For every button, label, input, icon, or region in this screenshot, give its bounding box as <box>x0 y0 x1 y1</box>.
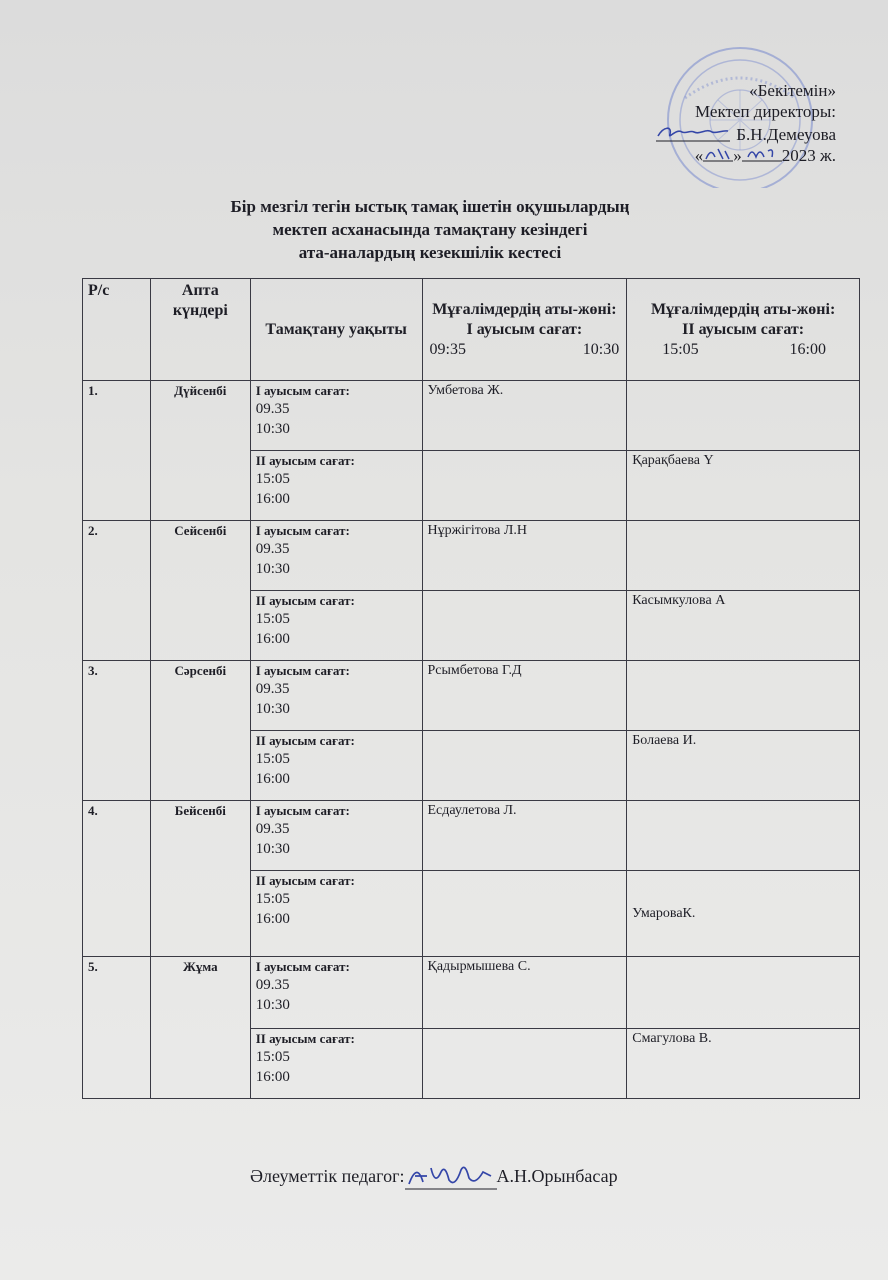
shift2-end: 16:00 <box>255 771 290 787</box>
shift2-time-cell <box>250 591 422 661</box>
shift1-end: 10:30 <box>255 997 290 1013</box>
shift1-empty-cell <box>627 381 860 451</box>
shift1-end: 10:30 <box>255 561 290 577</box>
row-num: 1. <box>83 381 151 521</box>
header-shift1-times <box>428 340 622 360</box>
shift1-time-cell <box>250 661 422 731</box>
header-days: Апта күндері <box>150 279 250 381</box>
shift2-end: 16:00 <box>255 911 290 927</box>
shift2-empty-cell <box>422 451 627 521</box>
header-shift2-end: 16:00 <box>789 340 826 358</box>
shift2-teacher: Смагулова В. <box>627 1029 860 1099</box>
shift1-label: І ауысым сағат: <box>255 383 350 398</box>
shift1-empty-cell <box>627 957 860 1029</box>
shift1-empty-cell <box>627 801 860 871</box>
shift2-start: 15:05 <box>255 891 290 907</box>
shift2-label: ІІ ауысым сағат: <box>255 1031 355 1046</box>
row-num: 3. <box>83 661 151 801</box>
row-day: Бейсенбі <box>150 801 250 957</box>
table-row <box>83 661 860 731</box>
director-name: Б.Н.Демеуова <box>736 125 836 144</box>
row-num: 4. <box>83 801 151 957</box>
header-time: Тамақтану уақыты <box>250 279 422 381</box>
header-shift1 <box>422 279 627 381</box>
shift1-teacher: Нұржігітова Л.Н <box>422 521 627 591</box>
approval-date <box>654 145 836 166</box>
shift2-label: ІІ ауысым сағат: <box>255 453 355 468</box>
title-line-3: ата-аналардың кезекшілік кестесі <box>298 243 562 262</box>
row-day: Дүйсенбі <box>150 381 250 521</box>
duty-schedule-table <box>82 278 860 1099</box>
shift1-time-cell <box>250 521 422 591</box>
shift1-teacher: Умбетова Ж. <box>422 381 627 451</box>
pedagogue-signature-icon <box>405 1158 497 1192</box>
shift1-end: 10:30 <box>255 421 290 437</box>
shift2-empty-cell <box>422 871 627 957</box>
title-line-1: Бір мезгіл тегін ыстық тамақ ішетін оқушылардың <box>230 197 630 216</box>
shift1-teacher: Есдаулетова Л. <box>422 801 627 871</box>
header-num: Р/с <box>83 279 151 381</box>
approval-heading: «Бекітемін» <box>749 81 836 100</box>
table-row <box>83 801 860 871</box>
document-title <box>200 195 660 264</box>
shift1-start: 09.35 <box>255 681 290 697</box>
shift2-label: ІІ ауысым сағат: <box>255 873 355 888</box>
shift1-label: І ауысым сағат: <box>255 959 350 974</box>
shift2-end: 16:00 <box>255 631 290 647</box>
shift2-empty-cell <box>422 1029 627 1099</box>
header-shift2-label: ІІ ауысым сағат: <box>682 320 805 338</box>
shift1-time-cell <box>250 801 422 871</box>
shift2-start: 15:05 <box>255 611 290 627</box>
header-shift1-label: І ауысым сағат: <box>466 320 583 338</box>
shift2-teacher: УмароваК. <box>627 871 860 957</box>
shift1-label: І ауысым сағат: <box>255 523 350 538</box>
header-shift1-start: 09:35 <box>429 340 466 358</box>
shift2-start: 15:05 <box>255 471 290 487</box>
header-shift1-end: 10:30 <box>582 340 620 358</box>
shift1-start: 09.35 <box>255 977 290 993</box>
shift2-label: ІІ ауысым сағат: <box>255 733 355 748</box>
date-open-quote: « <box>694 146 704 165</box>
footer-signature-line <box>250 1158 618 1192</box>
director-position: Мектеп директоры: <box>695 102 836 121</box>
shift1-start: 09.35 <box>255 541 290 557</box>
shift1-empty-cell <box>627 521 860 591</box>
shift1-teacher: Қадырмышева С. <box>422 957 627 1029</box>
header-shift2-start: 15:05 <box>662 340 699 358</box>
shift2-time-cell <box>250 731 422 801</box>
header-shift1-title: Мұғалімдердің аты-жөні: <box>432 300 617 318</box>
shift1-end: 10:30 <box>255 701 290 717</box>
shift2-end: 16:00 <box>255 491 290 507</box>
table-row <box>83 521 860 591</box>
shift2-empty-cell <box>422 591 627 661</box>
shift2-time-cell <box>250 451 422 521</box>
footer-name: А.Н.Орынбасар <box>496 1166 618 1186</box>
shift2-time-cell <box>250 1029 422 1099</box>
shift1-label: І ауысым сағат: <box>255 663 350 678</box>
shift2-time-cell <box>250 871 422 957</box>
footer-label: Әлеуметтік педагог: <box>250 1166 405 1186</box>
row-day: Сәрсенбі <box>150 661 250 801</box>
header-shift2-title: Мұғалімдердің аты-жөні: <box>650 300 836 318</box>
shift1-teacher: Рсымбетова Г.Д <box>422 661 627 731</box>
shift2-end: 16:00 <box>255 1069 290 1085</box>
handwritten-day-icon <box>703 145 733 163</box>
row-day: Сейсенбі <box>150 521 250 661</box>
shift1-time-cell <box>250 957 422 1029</box>
shift1-start: 09.35 <box>255 821 290 837</box>
shift2-teacher: Болаева И. <box>627 731 860 801</box>
shift1-end: 10:30 <box>255 841 290 857</box>
shift2-teacher: Касымкулова А <box>627 591 860 661</box>
table-row <box>83 381 860 451</box>
director-signature-line <box>654 122 836 145</box>
shift1-empty-cell <box>627 661 860 731</box>
shift1-label: І ауысым сағат: <box>255 803 350 818</box>
shift1-time-cell <box>250 381 422 451</box>
row-day: Жұма <box>150 957 250 1099</box>
approval-block <box>654 80 836 166</box>
shift2-start: 15:05 <box>255 751 290 767</box>
table-header-row <box>83 279 860 381</box>
header-shift2-times <box>632 340 854 360</box>
row-num: 5. <box>83 957 151 1099</box>
header-shift2 <box>627 279 860 381</box>
row-num: 2. <box>83 521 151 661</box>
shift2-label: ІІ ауысым сағат: <box>255 593 355 608</box>
table-row <box>83 957 860 1029</box>
shift2-teacher: Қарақбаева Ү <box>627 451 860 521</box>
shift2-empty-cell <box>422 731 627 801</box>
title-line-2: мектеп асханасында тамақтану кезіндегі <box>272 220 588 239</box>
handwritten-month-icon <box>742 145 782 163</box>
date-mid-quote: » <box>733 146 742 165</box>
shift1-start: 09.35 <box>255 401 290 417</box>
director-signature-icon <box>654 122 732 144</box>
shift2-start: 15:05 <box>255 1049 290 1065</box>
date-year: 2023 ж. <box>781 146 836 165</box>
